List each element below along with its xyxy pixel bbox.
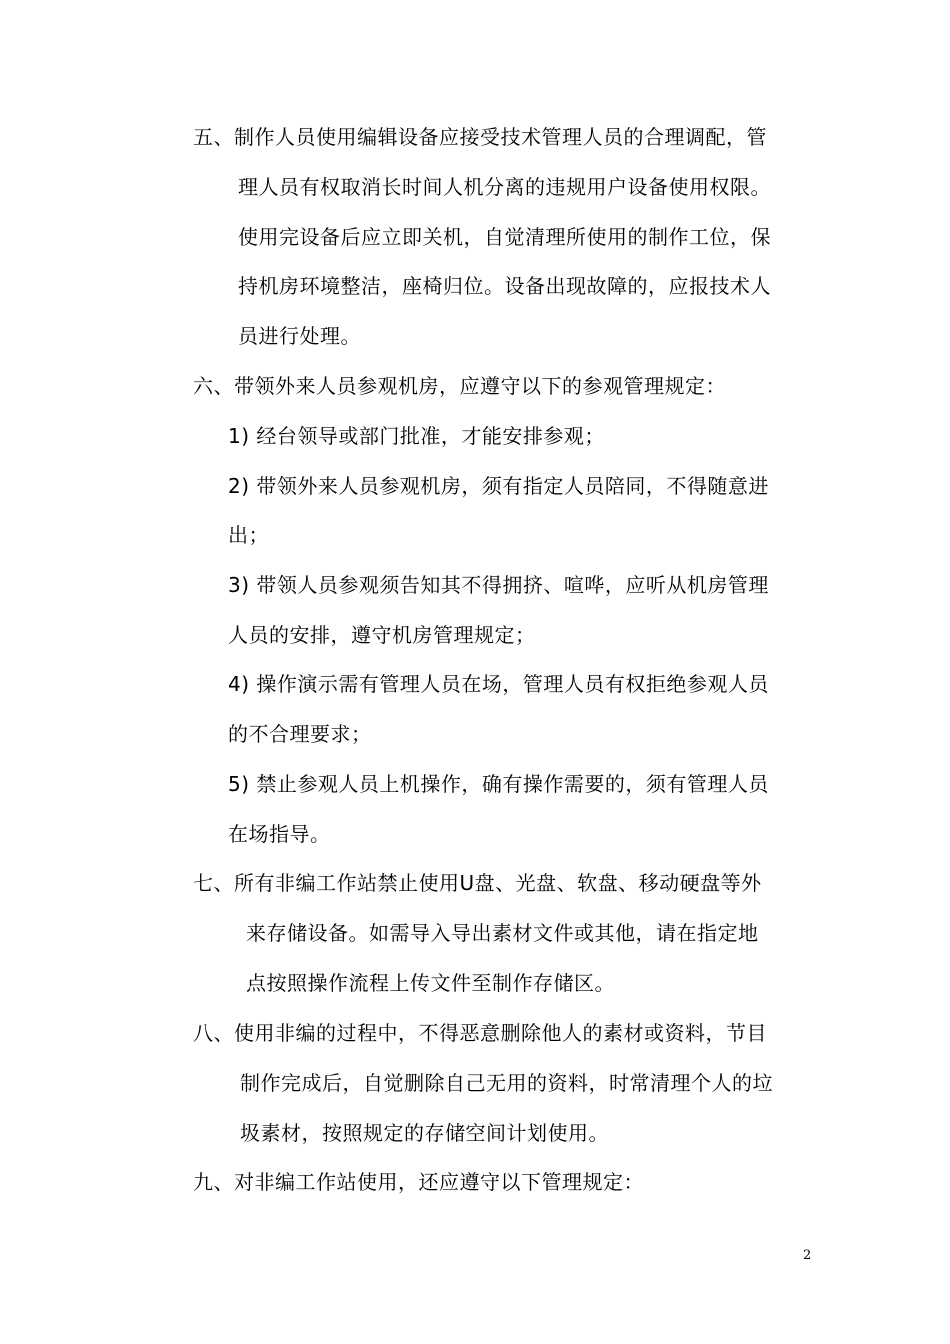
subitem-5-line-2: 在场指导。 <box>228 822 331 846</box>
clause-8-line-3: 圾素材，按照规定的存储空间计划使用。 <box>240 1121 609 1145</box>
clause-5-line-4: 持机房环境整洁，座椅归位。设备出现故障的，应报技术人 <box>238 274 771 298</box>
subitem-1-line-1: 1) 经台领导或部门批准，才能安排参观； <box>228 424 605 448</box>
clause-5-line-5: 员进行处理。 <box>238 324 361 348</box>
subitem-4-line-2: 的不合理要求； <box>228 722 372 746</box>
subitem-5-line-1: 5) 禁止参观人员上机操作，确有操作需要的，须有管理人员 <box>228 772 769 796</box>
clause-7-line-1: 七、所有非编工作站禁止使用U盘、光盘、软盘、移动硬盘等外 <box>193 871 762 895</box>
clause-7-line-2: 来存储设备。如需导入导出素材文件或其他，请在指定地 <box>246 921 759 945</box>
subitem-4-line-1: 4) 操作演示需有管理人员在场，管理人员有权拒绝参观人员 <box>228 672 769 696</box>
clause-5-line-3: 使用完设备后应立即关机，自觉清理所使用的制作工位，保 <box>238 225 771 249</box>
subitem-3-line-1: 3) 带领人员参观须告知其不得拥挤、喧哗，应听从机房管理 <box>228 573 769 597</box>
clause-8-line-1: 八、使用非编的过程中，不得恶意删除他人的素材或资料，节目 <box>193 1021 767 1045</box>
clause-5-line-2: 理人员有权取消长时间人机分离的违规用户设备使用权限。 <box>238 175 771 199</box>
clause-6-line-1: 六、带领外来人员参观机房，应遵守以下的参观管理规定： <box>193 374 726 398</box>
clause-7-line-3: 点按照操作流程上传文件至制作存储区。 <box>246 971 615 995</box>
page-number: 2 <box>803 1248 812 1263</box>
subitem-2-line-2: 出； <box>228 523 269 547</box>
subitem-2-line-1: 2) 带领外来人员参观机房，须有指定人员陪同，不得随意进 <box>228 474 769 498</box>
subitem-3-line-2: 人员的安排，遵守机房管理规定； <box>228 623 536 647</box>
clause-9-line-1: 九、对非编工作站使用，还应遵守以下管理规定： <box>193 1170 644 1194</box>
clause-5-line-1: 五、制作人员使用编辑设备应接受技术管理人员的合理调配，管 <box>193 125 767 149</box>
clause-8-line-2: 制作完成后，自觉删除自己无用的资料，时常清理个人的垃 <box>240 1071 773 1095</box>
